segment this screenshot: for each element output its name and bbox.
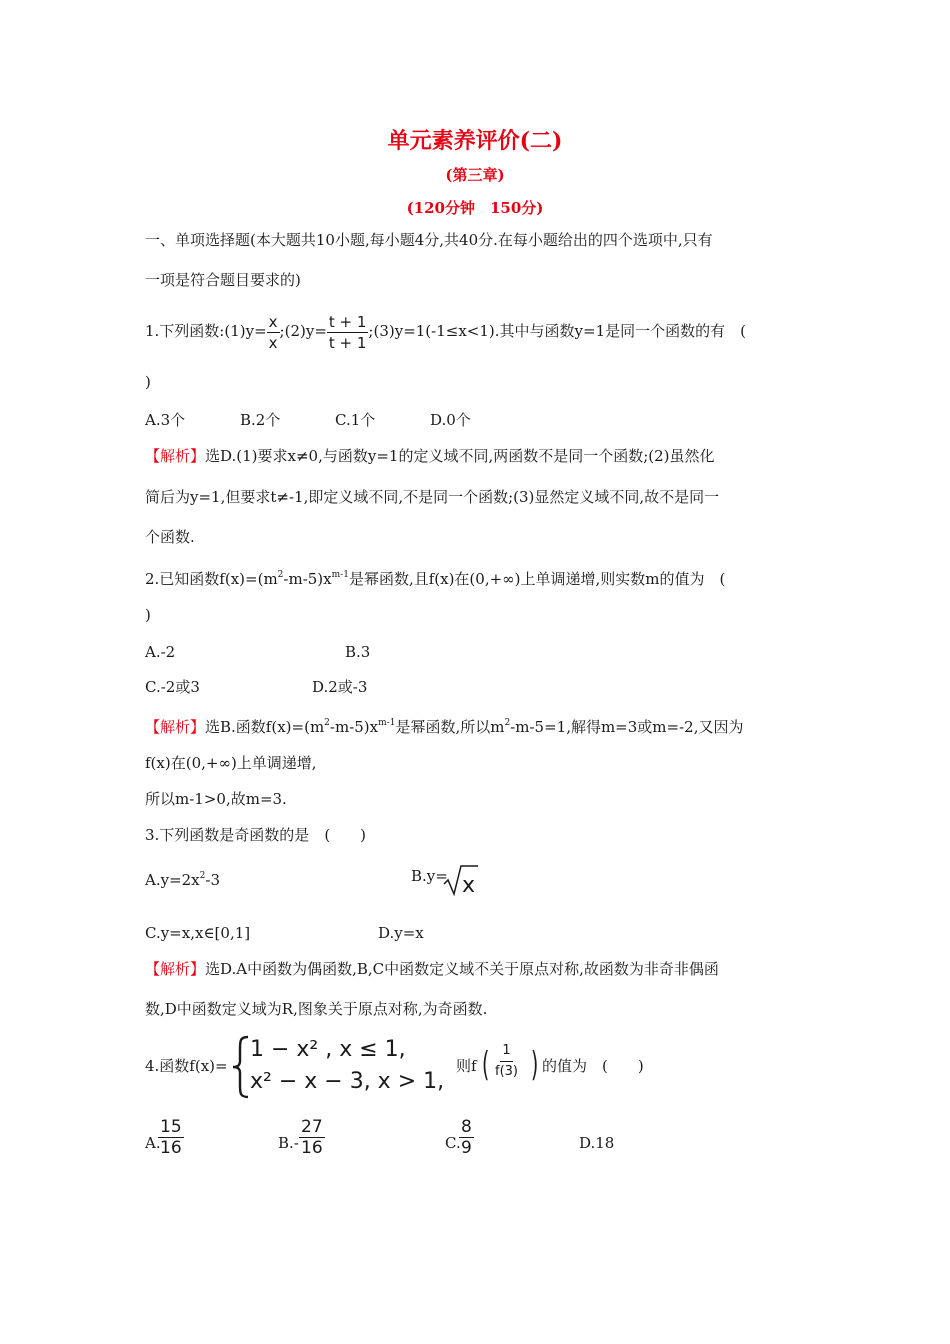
q4-case-2: x² − x − 3, x > 1,: [250, 1069, 445, 1094]
q4-option-c-fraction: [459, 1118, 474, 1157]
q1-f2-denominator: t + 1: [328, 333, 367, 352]
q2-part-c: 是幂函数,且f(x)在(0,+∞)上单调递增,则实数m的值为 (: [348, 570, 726, 588]
question-1-stem: [145, 312, 746, 352]
q4-a-num: 15: [160, 1117, 182, 1137]
q2-sup-2: m-1: [331, 570, 349, 580]
question-2-stem: [145, 565, 725, 589]
q3-radicand: x: [462, 873, 476, 896]
q4-option-c-label: C.: [445, 1134, 461, 1152]
q4-left-paren: (: [482, 1045, 490, 1085]
q3-exp1: 选D.A中函数为偶函数,B,C中函数定义域不关于原点对称,故函数为非奇非偶函: [205, 960, 719, 978]
q1-suffix: ;(3)y=1(-1≤x<1).其中与函数y=1是同一个函数的有 (: [368, 322, 746, 340]
q2-explanation-line2: f(x)在(0,+∞)上单调递增,: [145, 754, 317, 772]
q4-case-1: 1 − x² , x ≤ 1,: [250, 1037, 406, 1062]
q2-explanation-line1: [145, 713, 743, 737]
q4-argument-fraction: [493, 1042, 520, 1081]
q1-f1-numerator: x: [268, 312, 278, 331]
q3-option-d: D.y=x: [378, 924, 424, 942]
section-instructions-line1: 一、单项选择题(本大题共10小题,每小题4分,共40分.在每小题给出的四个选项中,只有: [145, 231, 713, 249]
q1-fraction-2: [327, 313, 369, 352]
q4-arg-den: f(3): [495, 1064, 518, 1079]
q4-arg-frac: [493, 1042, 520, 1081]
q2-close-paren: ): [145, 606, 151, 624]
q4-b-num: 27: [301, 1117, 323, 1137]
q1-option-c: C.1个: [335, 411, 376, 429]
q3-a-post: -3: [205, 871, 221, 889]
q3-analysis-tag: 【解析】: [145, 960, 206, 978]
q2-analysis-tag: 【解析】: [145, 718, 206, 736]
q4-option-a-fraction: [158, 1118, 184, 1157]
q1-close-paren: ): [145, 373, 151, 391]
q2-part-b: -m-5)x: [283, 570, 332, 588]
q4-b-frac: [299, 1118, 325, 1157]
q4-suffix: 的值为 ( ): [542, 1057, 644, 1075]
q1-option-a: A.3个: [145, 411, 186, 429]
q4-c-frac: [459, 1118, 474, 1157]
q2-option-c: C.-2或3: [145, 678, 200, 696]
q1-f2-numerator: t + 1: [328, 312, 367, 331]
q2-option-d: D.2或-3: [312, 678, 368, 696]
q2-exp-b: -m-5)x: [329, 718, 379, 736]
q1-option-d: D.0个: [430, 411, 471, 429]
q2-exp-d: -m-5=1,解得m=3或m=-2,又因为: [510, 718, 744, 736]
q1-prefix: 1.下列函数:(1)y=: [145, 322, 267, 340]
q2-exp-sup-1: 2: [324, 718, 330, 728]
question-3-stem: 3.下列函数是奇函数的是 ( ): [145, 826, 367, 844]
section-instructions-line2: 一项是符合题目要求的): [145, 271, 301, 289]
q4-then: 则f: [456, 1057, 477, 1075]
q4-a-den: 16: [160, 1138, 182, 1158]
q4-a-frac: [158, 1118, 184, 1157]
q2-part-a: 2.已知函数f(x)=(m: [145, 570, 278, 588]
q2-exp-sup-3: 2: [504, 718, 511, 728]
q1-explanation-line3: 个函数.: [145, 528, 195, 546]
q1-analysis-tag: 【解析】: [145, 447, 206, 465]
q2-exp-c: 是幂函数,所以m: [395, 718, 505, 736]
q1-f1-denominator: x: [268, 333, 278, 352]
q2-exp-a: 选B.函数f(x)=(m: [205, 718, 325, 736]
question-4-prefix: 4.函数f(x)=: [145, 1057, 228, 1075]
q1-mid: ;(2)y=: [279, 322, 327, 340]
q4-option-a-label: A.: [145, 1134, 161, 1152]
q2-explanation-line3: 所以m-1>0,故m=3.: [145, 790, 287, 808]
q4-option-b-label: B.-: [278, 1134, 299, 1152]
q1-explanation-line1: [145, 446, 715, 466]
q1-fraction-1: [267, 313, 280, 352]
q3-explanation-line2: 数,D中函数定义域为R,图象关于原点对称,为奇函数.: [145, 1000, 488, 1018]
q3-b-pre: B.y=: [411, 867, 448, 885]
brace-path: [233, 1037, 248, 1097]
q2-sup-1: 2: [277, 570, 284, 580]
q2-exp-sup-2: m-1: [378, 718, 396, 728]
q4-arg-num: 1: [500, 1042, 512, 1062]
q4-right-paren: ): [531, 1045, 539, 1085]
q4-b-den: 16: [301, 1138, 323, 1158]
q4-c-num: 8: [461, 1117, 472, 1137]
q1-explanation-line2: 简后为y=1,但要求t≠-1,即定义域不同,不是同一个函数;(3)显然定义域不同,故不是同一: [145, 488, 720, 506]
q2-option-a: A.-2: [145, 643, 176, 661]
q3-option-a: [145, 866, 220, 890]
q2-option-b: B.3: [345, 643, 371, 661]
q1-option-b: B.2个: [240, 411, 281, 429]
page-title: 单元素养评价(二): [387, 128, 563, 154]
q3-explanation-line1: [145, 959, 719, 979]
q3-option-c: C.y=x,x∈[0,1]: [145, 924, 251, 942]
time-score-label: (120分钟 150分): [406, 199, 544, 217]
q3-a-pre: A.y=2x: [145, 871, 200, 889]
q3-a-sup: 2: [199, 871, 206, 881]
q4-option-d: D.18: [579, 1134, 615, 1152]
q1-exp1: 选D.(1)要求x≠0,与函数y=1的定义域不同,两函数不是同一个函数;(2)虽然化: [205, 447, 715, 465]
q3-sqrt-symbol: [443, 862, 479, 896]
q4-piecewise-brace: [230, 1035, 252, 1099]
chapter-label: (第三章): [445, 166, 505, 184]
q4-c-den: 9: [461, 1138, 472, 1158]
q4-option-b-fraction: [299, 1118, 325, 1157]
